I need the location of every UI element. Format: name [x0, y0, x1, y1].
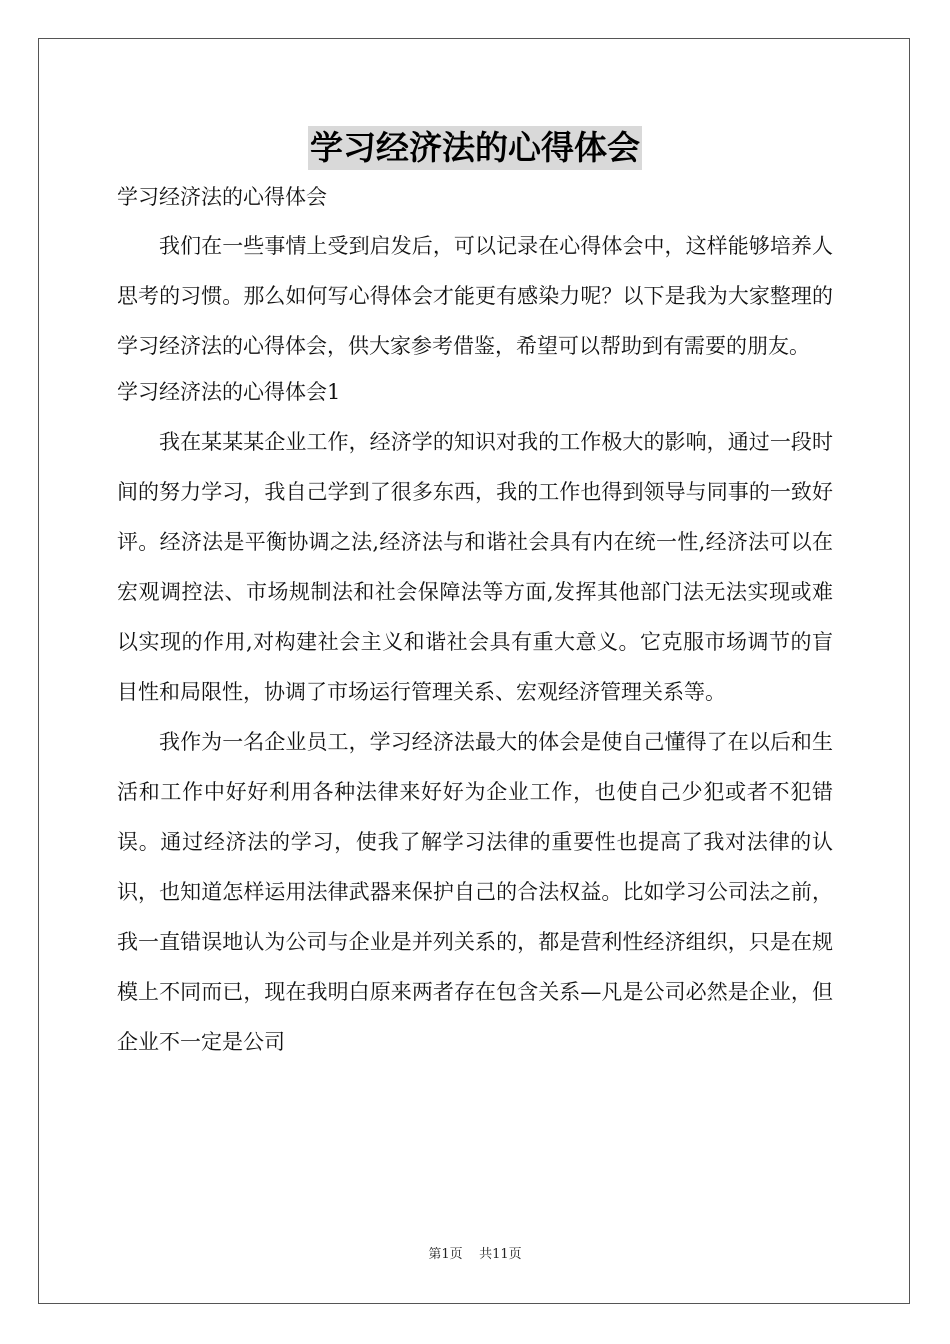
document-subtitle: 学习经济法的心得体会	[117, 185, 327, 209]
document-body	[117, 176, 833, 1067]
page-number: 第1页	[428, 1247, 463, 1262]
document-title: 学习经济法的心得体会	[308, 126, 642, 170]
page-footer	[0, 1246, 950, 1264]
intro-paragraph: 我们在一些事情上受到启发后，可以记录在心得体会中，这样能够培养人思考的习惯。那么如何写心得体会才能更有感染力呢？以下是我为大家整理的学习经济法的心得体会，供大家参考借鉴，希望可以帮助到有需要的朋友。	[117, 234, 833, 358]
body-paragraph: 我作为一名企业员工，学习经济法最大的体会是使自己懂得了在以后和生活和工作中好好利用各种法律来好好为企业工作，也使自己少犯或者不犯错误。通过经济法的学习，使我了解学习法律的重要性也提高了我对法律的认识，也知道怎样运用法律武器来保护自己的合法权益。比如学习公司法之前，我一直错误地认为公司与企业是并列关系的，都是营利性经济组织，只是在规模上不同而已，现在我明白原来两者存在包含关系—凡是公司必然是企业，但企业不一定是公司	[117, 730, 833, 1054]
body-paragraph: 我在某某某企业工作，经济学的知识对我的工作极大的影响，通过一段时间的努力学习，我自己学到了很多东西，我的工作也得到领导与同事的一致好评。经济法是平衡协调之法,经济法与和谐社会具有内在统一性,经济法可以在宏观调控法、市场规制法和社会保障法等方面,发挥其他部门法无法实现或难以实现的作用,对构建社会主义和谐社会具有重大意义。它克服市场调节的盲目性和局限性，协调了市场运行管理关系、宏观经济管理关系等。	[117, 430, 833, 704]
page-total: 共11页	[479, 1247, 522, 1262]
section-heading: 学习经济法的心得体会1	[117, 380, 341, 404]
title-area	[0, 126, 950, 170]
